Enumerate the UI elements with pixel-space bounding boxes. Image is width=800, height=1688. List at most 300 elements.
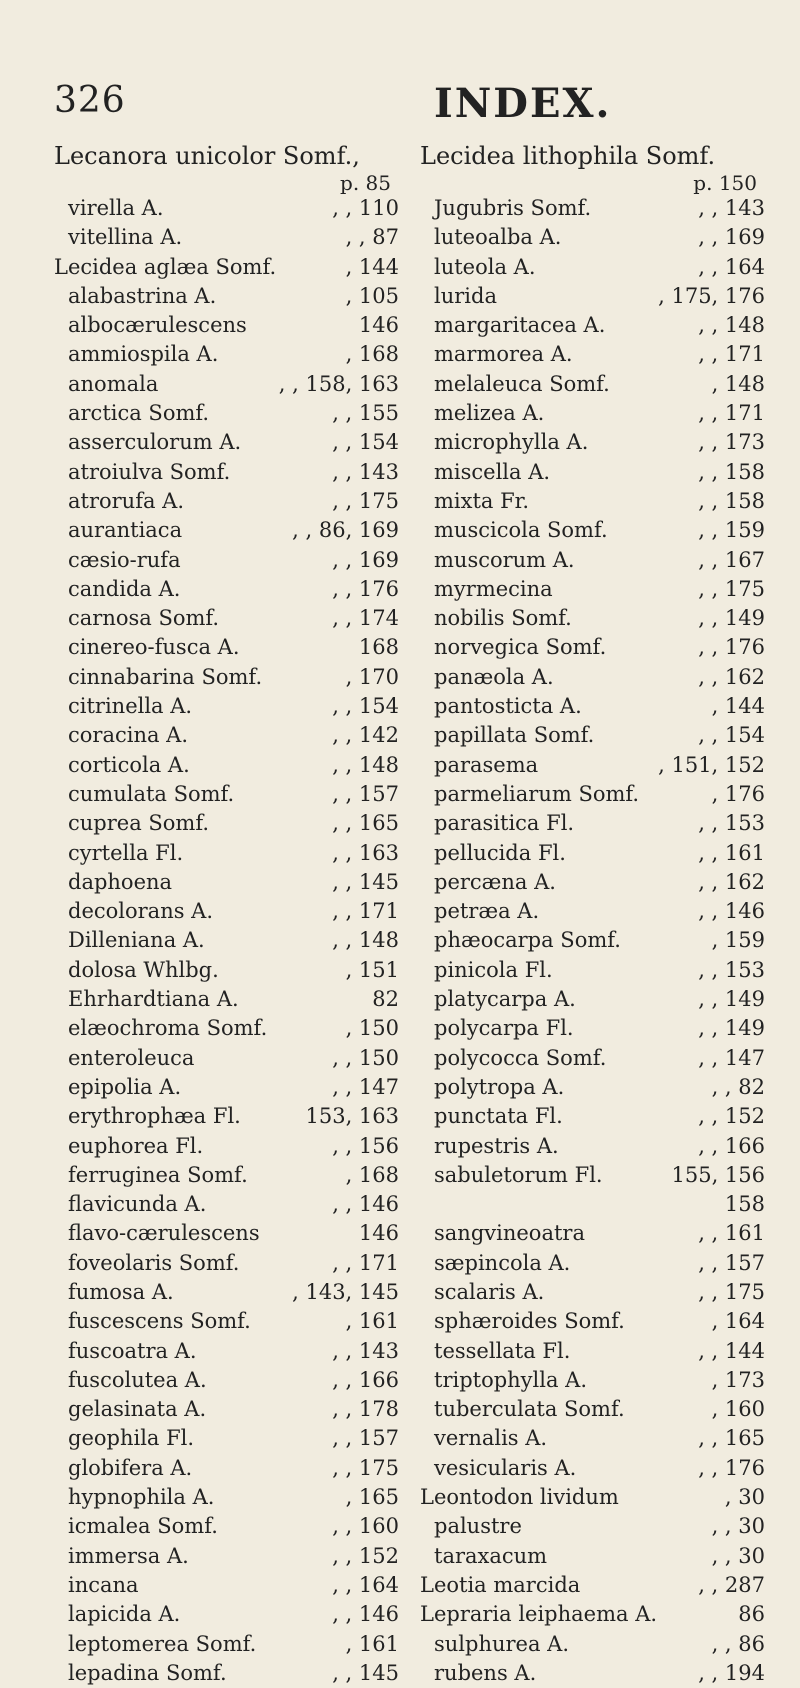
entry-pages: 82 [372, 987, 399, 1012]
entry-pages: , , 169 [332, 547, 399, 572]
index-entry [54, 897, 399, 926]
entry-name: petræa A. [434, 899, 540, 924]
index-entry [54, 1132, 399, 1161]
entry-name: punctata Fl. [434, 1104, 563, 1129]
entry-pages: , 164 [711, 1309, 765, 1334]
index-entry [420, 1630, 765, 1659]
entry-pages: , 151, 152 [658, 752, 765, 777]
entry-pages: 168 [358, 635, 399, 660]
right-column-subhead: p. 150 [693, 171, 757, 195]
entry-pages: , , 110 [332, 196, 399, 220]
index-entry [420, 663, 765, 692]
entry-pages: , , 169 [698, 225, 765, 250]
entry-pages: , , 149 [698, 606, 765, 631]
index-entry [420, 1132, 765, 1161]
entry-pages: , , 171 [332, 899, 399, 924]
entry-name: vitellina A. [68, 225, 183, 250]
entry-pages: , 161 [345, 1631, 399, 1656]
index-entry [54, 1190, 399, 1219]
entry-name: euphorea Fl. [68, 1133, 204, 1158]
entry-name: elæochroma Somf. [68, 1016, 268, 1041]
index-entry [54, 1630, 399, 1659]
entry-name: rupestris A. [434, 1133, 559, 1158]
entry-name: luteola A. [434, 254, 536, 279]
index-entry [54, 721, 399, 750]
entry-pages: , 168 [345, 1162, 399, 1187]
entry-name: margaritacea A. [434, 313, 606, 338]
entry-pages: , , 86 [711, 1631, 765, 1656]
entry-pages: , , 158 [698, 488, 765, 513]
entry-name: melizea A. [434, 401, 545, 426]
entry-pages: , , 176 [698, 635, 765, 660]
index-entry [54, 692, 399, 721]
index-entry [54, 839, 399, 868]
entry-name: ferruginea Somf. [68, 1162, 248, 1187]
entry-name: fuscescens Somf. [68, 1309, 251, 1334]
index-entry [54, 1571, 399, 1600]
entry-name: polycocca Somf. [434, 1045, 607, 1070]
index-entry [54, 311, 399, 340]
index-entry [54, 1600, 399, 1629]
index-entry [420, 897, 765, 926]
entry-pages: , 143, 145 [292, 1279, 399, 1304]
index-entry [420, 1424, 765, 1453]
index-entry [54, 633, 399, 662]
index-entry [420, 223, 765, 252]
entry-name: fuscolutea A. [68, 1367, 207, 1392]
entry-pages: , , 153 [698, 957, 765, 982]
entry-pages: , , 171 [698, 401, 765, 426]
entry-pages: , , 176 [332, 576, 399, 601]
entry-pages: , , 171 [698, 342, 765, 367]
entry-pages: , , 171 [332, 1250, 399, 1275]
entry-pages: , , 194 [698, 1660, 765, 1685]
entry-pages: , , 149 [698, 987, 765, 1012]
entry-name: lepadina Somf. [68, 1660, 227, 1685]
entry-name: percæna A. [434, 869, 556, 894]
index-entry [54, 1219, 399, 1248]
entry-name: vernalis A. [434, 1426, 548, 1451]
entry-pages: , , 30 [711, 1543, 765, 1568]
index-entry [420, 1102, 765, 1131]
entry-name: arctica Somf. [68, 401, 210, 426]
entry-name: carnosa Somf. [68, 606, 220, 631]
entry-pages: , 170 [345, 664, 399, 689]
entry-name: miscella A. [434, 459, 551, 484]
index-entry [54, 809, 399, 838]
entry-pages: , , 145 [332, 1660, 399, 1685]
entry-name: Ehrhardtiana A. [68, 987, 239, 1012]
entry-name: lurida [434, 283, 497, 308]
entry-pages: , , 165 [332, 811, 399, 836]
index-entry [54, 1044, 399, 1073]
index-entry [54, 780, 399, 809]
entry-name: cinereo-fusca A. [68, 635, 240, 660]
entry-pages: , , 144 [698, 1338, 765, 1363]
page-title: INDEX. [434, 80, 612, 127]
entry-name: Lepraria leiphaema A. [420, 1602, 658, 1627]
entry-pages: , , 175 [332, 488, 399, 513]
entry-pages: , , 161 [698, 840, 765, 865]
entry-pages: , , 148 [698, 313, 765, 338]
entry-pages: , , 148 [332, 928, 399, 953]
entry-pages: , , 143 [332, 1338, 399, 1363]
entry-pages: , , 146 [332, 1602, 399, 1627]
entry-name: fumosa A. [68, 1279, 174, 1304]
index-entry [420, 926, 765, 955]
index-entry [420, 1337, 765, 1366]
entry-name: Leotia marcida [420, 1572, 581, 1597]
index-entry [54, 1278, 399, 1307]
index-entry [420, 1571, 765, 1600]
index-entry [54, 1659, 399, 1688]
entry-name: papillata Somf. [434, 723, 595, 748]
entry-pages: , , 166 [698, 1133, 765, 1158]
entry-name: lapicida A. [68, 1602, 181, 1627]
index-entry [420, 1307, 765, 1336]
index-entry [420, 340, 765, 369]
entry-pages: , , 157 [332, 1426, 399, 1451]
entry-name: dolosa Whlbg. [68, 957, 219, 982]
index-entry [54, 1395, 399, 1424]
entry-name: sphæroides Somf. [434, 1309, 625, 1334]
index-entry [420, 1278, 765, 1307]
entry-name: corticola A. [68, 752, 190, 777]
right-column [420, 140, 765, 1688]
index-entry [420, 1600, 765, 1629]
entry-pages: , , 175 [332, 1455, 399, 1480]
index-entry [420, 282, 765, 311]
entry-name: tuberculata Somf. [434, 1397, 625, 1422]
entry-pages: 158 [724, 1192, 765, 1217]
entry-pages: , , 82 [711, 1074, 765, 1099]
entry-pages: , , 165 [698, 1426, 765, 1451]
entry-name: gelasinata A. [68, 1397, 207, 1422]
index-entry [54, 1366, 399, 1395]
index-entry [54, 546, 399, 575]
index-entry [420, 1249, 765, 1278]
index-entry [420, 1395, 765, 1424]
index-entry [54, 985, 399, 1014]
entry-name: sæpincola A. [434, 1250, 571, 1275]
entry-pages: , , 152 [332, 1543, 399, 1568]
entry-pages: , , 143 [332, 459, 399, 484]
entry-name: foveolaris Somf. [68, 1250, 240, 1275]
entry-name: triptophylla A. [434, 1367, 588, 1392]
entry-name: citrinella A. [68, 694, 193, 719]
entry-pages: , 160 [711, 1397, 765, 1422]
entry-pages: , 168 [345, 342, 399, 367]
right-entry-list [420, 194, 765, 1688]
index-entry [54, 1073, 399, 1102]
entry-pages: , , 166 [332, 1367, 399, 1392]
entry-name: muscorum A. [434, 547, 575, 572]
entry-pages: , , 162 [698, 869, 765, 894]
entry-pages: , , 164 [332, 1572, 399, 1597]
entry-pages: , , 157 [332, 781, 399, 806]
index-entry [420, 1483, 765, 1512]
index-entry [54, 1542, 399, 1571]
index-entry [54, 282, 399, 311]
entry-name: cuprea Somf. [68, 811, 210, 836]
entry-pages: , 175, 176 [658, 283, 765, 308]
entry-pages: , , 142 [332, 723, 399, 748]
entry-name: marmorea A. [434, 342, 573, 367]
index-entry [420, 1161, 765, 1190]
index-entry [54, 458, 399, 487]
entry-name: taraxacum [434, 1543, 548, 1568]
entry-name: sulphurea A. [434, 1631, 570, 1656]
entry-name: pantosticta A. [434, 694, 582, 719]
right-column-heading: Lecidea lithophila Somf. [420, 142, 716, 170]
entry-name: tessellata Fl. [434, 1338, 571, 1363]
entry-pages: , , 87 [345, 225, 399, 250]
entry-name: aurantiaca [68, 518, 183, 543]
left-entry-list [54, 194, 399, 1688]
entry-pages: , , 143 [698, 196, 765, 220]
index-entry [420, 868, 765, 897]
entry-pages: , , 158 [698, 459, 765, 484]
index-entry [54, 253, 399, 282]
entry-pages: , 159 [711, 928, 765, 953]
index-entry [420, 370, 765, 399]
entry-pages: , , 30 [711, 1514, 765, 1539]
entry-pages: , 148 [711, 371, 765, 396]
entry-pages: , 176 [711, 781, 765, 806]
index-entry [54, 1014, 399, 1043]
entry-pages: 153, 163 [305, 1104, 399, 1129]
index-entry [420, 721, 765, 750]
entry-name: myrmecina [434, 576, 553, 601]
entry-name: coracina A. [68, 723, 189, 748]
index-entry [420, 194, 765, 223]
index-entry [420, 1512, 765, 1541]
entry-pages: , , 146 [698, 899, 765, 924]
entry-pages: , , 156 [332, 1133, 399, 1158]
entry-name: luteoalba A. [434, 225, 562, 250]
entry-name: fuscoatra A. [68, 1338, 197, 1363]
entry-name: icmalea Somf. [68, 1514, 218, 1539]
entry-pages: , 30 [724, 1485, 765, 1510]
entry-pages: , 105 [345, 283, 399, 308]
index-entry [54, 1337, 399, 1366]
entry-name: phæocarpa Somf. [434, 928, 621, 953]
index-entry [420, 780, 765, 809]
entry-pages: 146 [358, 313, 399, 338]
index-entry [420, 1219, 765, 1248]
entry-name: nobilis Somf. [434, 606, 572, 631]
entry-name: scalaris A. [434, 1279, 545, 1304]
entry-pages: , 173 [711, 1367, 765, 1392]
index-entry [54, 926, 399, 955]
index-entry [420, 839, 765, 868]
entry-pages: , 144 [711, 694, 765, 719]
entry-name: atrorufa A. [68, 488, 185, 513]
entry-name: mixta Fr. [434, 488, 530, 513]
index-entry [420, 1366, 765, 1395]
entry-pages: , 144 [345, 254, 399, 279]
entry-pages: , , 86, 169 [292, 518, 399, 543]
index-entry [420, 751, 765, 780]
index-entry [54, 399, 399, 428]
entry-name: pinicola Fl. [434, 957, 553, 982]
entry-name: cæsio-rufa [68, 547, 181, 572]
entry-name: vesicularis A. [434, 1455, 577, 1480]
index-entry [54, 868, 399, 897]
page-number: 326 [54, 80, 126, 121]
entry-name: sabuletorum Fl. [434, 1162, 603, 1187]
entry-pages: , , 176 [698, 1455, 765, 1480]
index-entry [54, 370, 399, 399]
entry-name: candida A. [68, 576, 181, 601]
entry-pages: , , 178 [332, 1397, 399, 1422]
entry-pages: , , 154 [332, 694, 399, 719]
entry-pages: , , 174 [332, 606, 399, 631]
entry-pages: , 161 [345, 1309, 399, 1334]
index-entry [420, 1542, 765, 1571]
index-entry [54, 1161, 399, 1190]
index-entry [54, 223, 399, 252]
index-entry [54, 751, 399, 780]
entry-name: ammiospila A. [68, 342, 219, 367]
entry-name: sangvineoatra [434, 1221, 585, 1246]
entry-pages: , , 287 [698, 1572, 765, 1597]
index-entry [420, 1073, 765, 1102]
entry-pages: , , 158, 163 [278, 371, 399, 396]
index-entry [54, 1102, 399, 1131]
entry-name: Lecidea aglæa Somf. [54, 254, 277, 279]
entry-pages: , , 146 [332, 1192, 399, 1217]
entry-name: flavo-cærulescens [68, 1221, 260, 1246]
index-entry [420, 458, 765, 487]
index-entry [54, 1307, 399, 1336]
index-entry [54, 1249, 399, 1278]
entry-pages: , 165 [345, 1485, 399, 1510]
entry-name: parmeliarum Somf. [434, 781, 640, 806]
entry-name: albocærulescens [68, 313, 247, 338]
entry-pages: , , 155 [332, 401, 399, 426]
entry-name: Jugubris Somf. [434, 196, 592, 220]
entry-name: rubens A. [434, 1660, 537, 1685]
index-entry [420, 692, 765, 721]
entry-name: panæola A. [434, 664, 554, 689]
index-entry [54, 604, 399, 633]
entry-name: norvegica Somf. [434, 635, 607, 660]
entry-name: pellucida Fl. [434, 840, 566, 865]
entry-name: melaleuca Somf. [434, 371, 610, 396]
entry-pages: , , 159 [698, 518, 765, 543]
entry-pages: , , 152 [698, 1104, 765, 1129]
entry-pages: , , 175 [698, 576, 765, 601]
entry-name: hypnophila A. [68, 1485, 215, 1510]
entry-name: immersa A. [68, 1543, 189, 1568]
index-entry [420, 575, 765, 604]
entry-pages: , , 150 [332, 1045, 399, 1070]
entry-pages: , , 145 [332, 869, 399, 894]
entry-pages: , , 173 [698, 430, 765, 455]
entry-name: alabastrina A. [68, 283, 217, 308]
entry-name: polytropa A. [434, 1074, 565, 1099]
index-entry [420, 1190, 765, 1219]
index-entry [54, 1454, 399, 1483]
entry-pages: , , 160 [332, 1514, 399, 1539]
index-entry [420, 604, 765, 633]
index-entry [54, 194, 399, 223]
left-column [54, 140, 399, 1688]
entry-name: palustre [434, 1514, 522, 1539]
entry-name: Leontodon lividum [420, 1485, 619, 1510]
index-entry [54, 516, 399, 545]
entry-pages: , 151 [345, 957, 399, 982]
entry-pages: 86 [738, 1602, 765, 1627]
entry-name: atroiulva Somf. [68, 459, 231, 484]
index-entry [54, 575, 399, 604]
index-entry [420, 1014, 765, 1043]
entry-name: cinnabarina Somf. [68, 664, 263, 689]
entry-name: asserculorum A. [68, 430, 242, 455]
entry-pages: , , 148 [332, 752, 399, 777]
entry-name: muscicola Somf. [434, 518, 608, 543]
index-entry [420, 1044, 765, 1073]
entry-pages: , , 162 [698, 664, 765, 689]
entry-name: microphylla A. [434, 430, 589, 455]
entry-pages: , , 175 [698, 1279, 765, 1304]
index-entry [420, 546, 765, 575]
entry-name: anomala [68, 371, 159, 396]
index-entry [54, 956, 399, 985]
entry-name: cyrtella Fl. [68, 840, 184, 865]
entry-pages: , , 147 [332, 1074, 399, 1099]
entry-name: erythrophæa Fl. [68, 1104, 241, 1129]
index-entry [420, 487, 765, 516]
entry-name: virella A. [68, 196, 164, 220]
entry-name: daphoena [68, 869, 173, 894]
entry-pages: , , 149 [698, 1016, 765, 1041]
entry-name: enteroleuca [68, 1045, 195, 1070]
entry-name: epipolia A. [68, 1074, 182, 1099]
index-entry [54, 1512, 399, 1541]
index-entry [54, 428, 399, 457]
left-column-heading: Lecanora unicolor Somf., [54, 142, 360, 170]
entry-pages: , , 154 [332, 430, 399, 455]
index-entry [420, 956, 765, 985]
entry-pages: , , 163 [332, 840, 399, 865]
entry-pages: , , 164 [698, 254, 765, 279]
entry-pages: 155, 156 [671, 1162, 765, 1187]
entry-name: decolorans A. [68, 899, 214, 924]
entry-pages: , 150 [345, 1016, 399, 1041]
index-entry [420, 399, 765, 428]
entry-pages: , , 157 [698, 1250, 765, 1275]
entry-name: globifera A. [68, 1455, 193, 1480]
entry-name: geophila Fl. [68, 1426, 195, 1451]
index-entry [420, 428, 765, 457]
index-entry [420, 253, 765, 282]
entry-name: Dilleniana A. [68, 928, 205, 953]
index-entry [54, 1483, 399, 1512]
index-entry [420, 1659, 765, 1688]
index-entry [54, 1424, 399, 1453]
entry-pages: , , 161 [698, 1221, 765, 1246]
entry-name: cumulata Somf. [68, 781, 235, 806]
entry-pages: 146 [358, 1221, 399, 1246]
index-entry [420, 516, 765, 545]
index-entry [54, 487, 399, 516]
entry-pages: , , 147 [698, 1045, 765, 1070]
entry-name [420, 1190, 719, 1219]
entry-name: parasitica Fl. [434, 811, 575, 836]
index-entry [420, 1454, 765, 1483]
